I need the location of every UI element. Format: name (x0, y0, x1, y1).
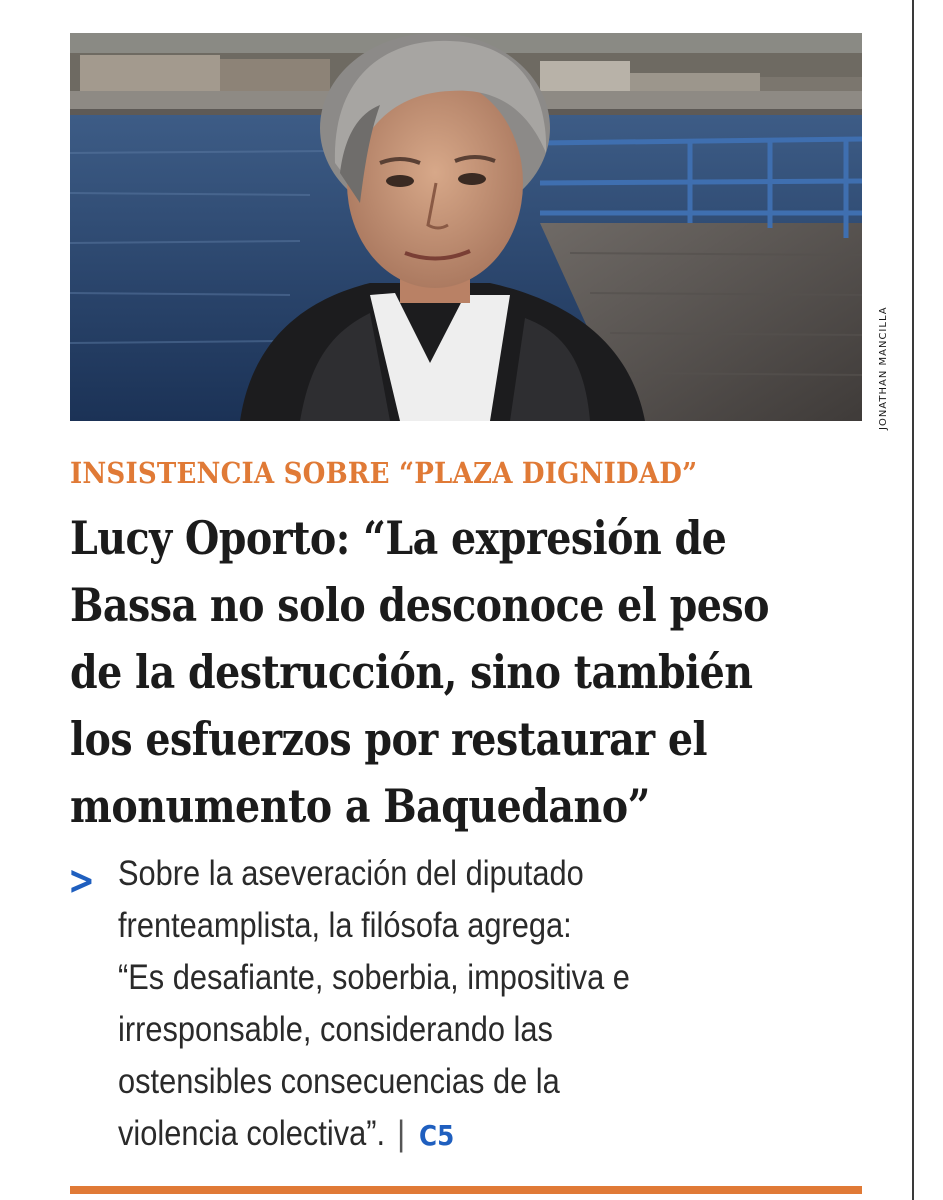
summary-text (118, 848, 898, 1162)
separator: | (397, 1114, 406, 1153)
summary-last-line (118, 1108, 804, 1162)
headline-line: los esfuerzos por restaurar el (70, 712, 708, 766)
bottom-rule (70, 1186, 862, 1194)
headline-line: Lucy Oporto: “La expresión de (70, 511, 727, 565)
summary-line: frenteamplista, la filósofa agrega: (118, 906, 572, 945)
summary-line: Sobre la aseveración del diputado (118, 854, 584, 893)
page-edge-line (912, 0, 914, 1200)
photo-credit: JONATHAN MANCILLA (878, 306, 889, 430)
summary-line: violencia colectiva”. (118, 1114, 386, 1153)
headline-line: de la destrucción, sino también (70, 645, 753, 699)
summary-line: ostensibles consecuencias de la (118, 1062, 560, 1101)
summary-line: irresponsable, considerando las (118, 1010, 553, 1049)
headline-line: monumento a Baquedano” (70, 779, 650, 833)
bullet-chevron-icon: > (68, 858, 95, 904)
headline (70, 505, 870, 840)
kicker: INSISTENCIA SOBRE “PLAZA DIGNIDAD” (70, 456, 698, 490)
page-reference: C5 (418, 1119, 455, 1152)
headline-line: Bassa no solo desconoce el peso (70, 578, 770, 632)
summary-line: “Es desafiante, soberbia, impositiva e (118, 958, 630, 997)
portrait-photo (70, 33, 862, 421)
